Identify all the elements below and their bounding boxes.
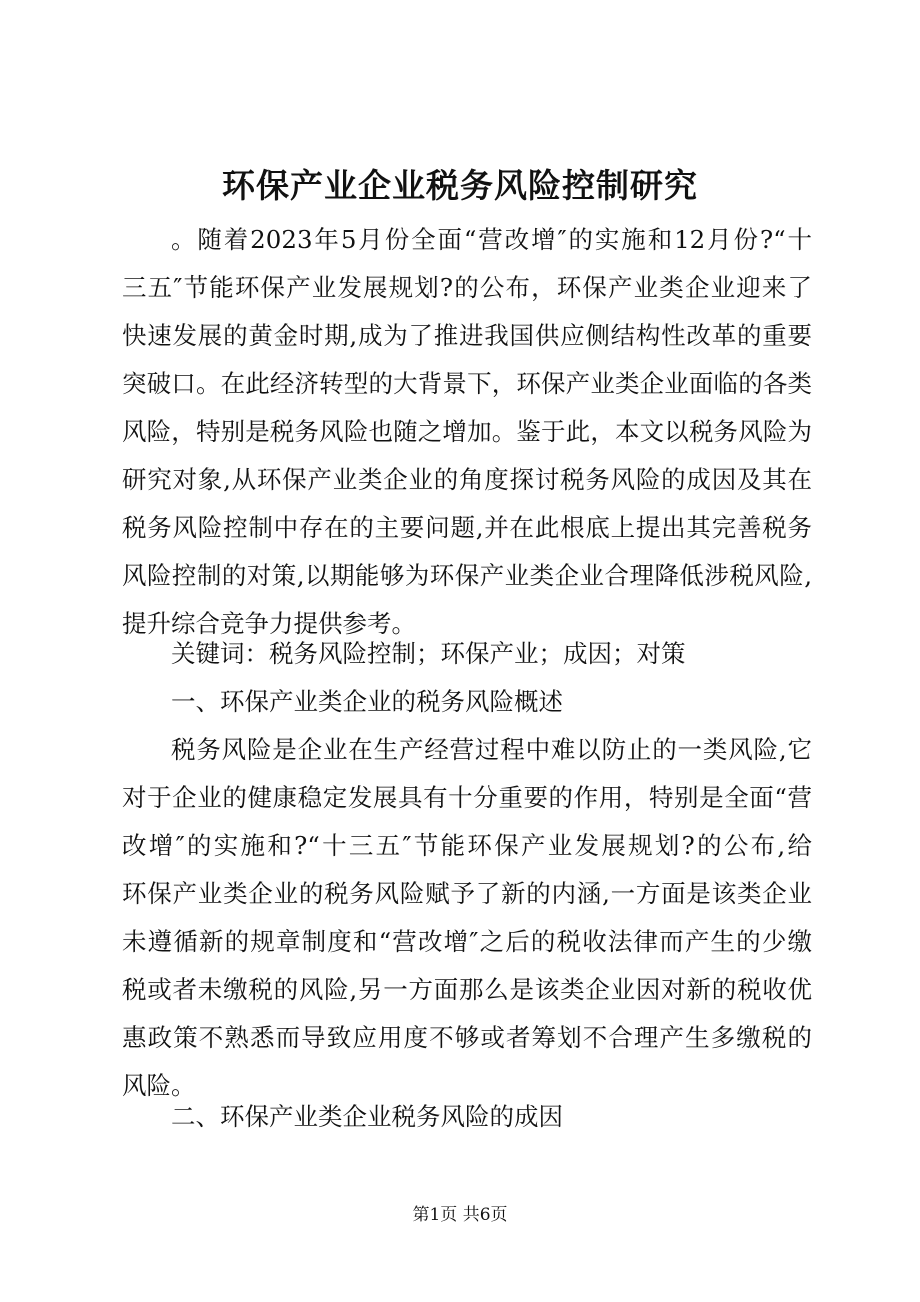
text-line: 突破口。在此经济转型的大背景下，环保产业类企业面临的各类 [122,369,812,398]
text-line: 提升综合竞争力提供参考。 [122,609,416,638]
page-number: 第1页 共6页 [412,1205,508,1225]
text-line: 研究对象,从环保产业类企业的角度探讨税务风险的成因及其在 [122,465,812,494]
text-line: 改增″的实施和?“十三五″节能环保产业发展规划?的公布,给 [122,831,812,860]
text-line: 。随着2023年5月份全面“营改增″的实施和12月份?“十 [171,225,812,254]
text-line: 环保产业类企业的税务风险赋予了新的内涵,一方面是该类企业 [122,879,812,908]
text-line: 快速发展的黄金时期,成为了推进我国供应侧结构性改革的重要 [122,321,812,350]
text-line: 风险。 [122,1071,196,1100]
section-heading-1: 一、环保产业类企业的税务风险概述 [171,687,563,716]
text-line: 三五″节能环保产业发展规划?的公布，环保产业类企业迎来了 [122,273,812,302]
text-line: 税或者未缴税的风险,另一方面那么是该类企业因对新的税收优 [122,975,812,1004]
text-line: 对于企业的健康稳定发展具有十分重要的作用，特别是全面“营 [122,783,812,812]
text-line: 风险，特别是税务风险也随之增加。鉴于此，本文以税务风险为 [122,417,812,446]
text-line: 税务风险控制中存在的主要问题,并在此根底上提出其完善税务 [122,513,812,542]
text-line: 风险控制的对策,以期能够为环保产业类企业合理降低涉税风险, [122,561,812,590]
text-line: 未遵循新的规章制度和“营改增″之后的税收法律而产生的少缴 [122,927,812,956]
text-line: 税务风险是企业在生产经营过程中难以防止的一类风险,它 [171,735,812,764]
keywords: 关键词：税务风险控制；环保产业；成因；对策 [171,639,686,668]
text-line: 惠政策不熟悉而导致应用度不够或者筹划不合理产生多缴税的 [122,1023,812,1052]
page-title: 环保产业企业税务风险控制研究 [222,166,698,205]
section-heading-2: 二、环保产业类企业税务风险的成因 [171,1102,563,1131]
